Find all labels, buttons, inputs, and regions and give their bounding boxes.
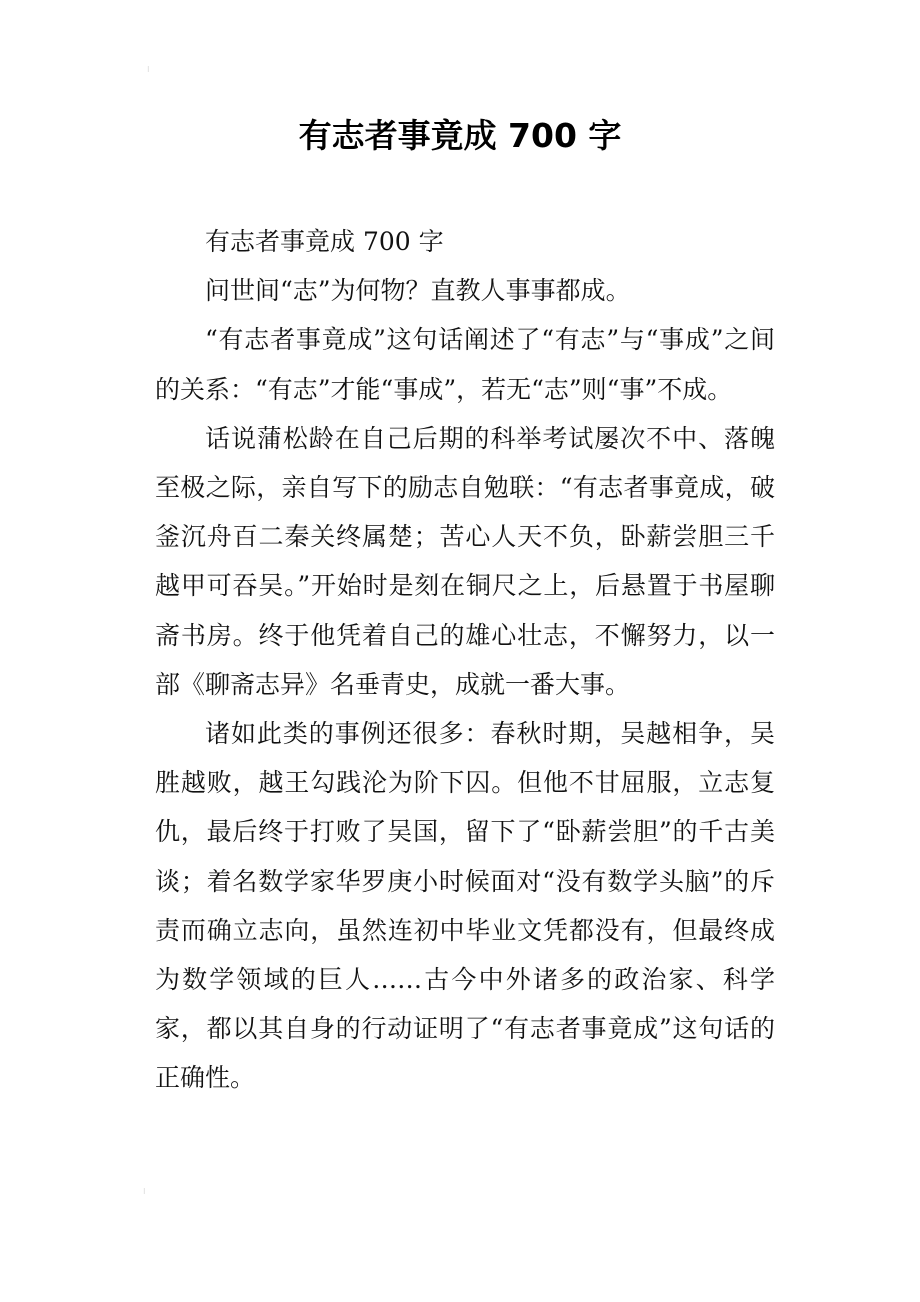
paragraph-subtitle: 有志者事竟成 700 字: [205, 227, 444, 256]
document-title: 有志者事竟成 700 字: [298, 116, 622, 155]
paragraph-3: 话说蒲松龄在自己后期的科举考试屡次不中、落魄至极之际，亲自写下的励志自勉联：“有志者事竟成，破釜沉舟百二秦关终属楚；苦心人天不负，卧薪尝胆三千越甲可吞吴。”开始时是刻在铜尺之上，后悬置于书屋聊斋书房。终于他凭着自己的雄心壮志，不懈努力，以一部《聊斋志异》名垂青史，成就一番大事。: [155, 423, 775, 699]
page-corner-mark-top: ⁝: [147, 65, 150, 74]
document-body: [155, 217, 775, 1103]
paragraph-4: 诸如此类的事例还很多：春秋时期，吴越相争，吴胜越败，越王勾践沦为阶下囚。但他不甘屈服，立志复仇，最后终于打败了吴国，留下了“卧薪尝胆”的千古美谈；着名数学家华罗庚小时候面对“没有数学头脑”的斥责而确立志向，虽然连初中毕业文凭都没有，但最终成为数学领域的巨人……古今中外诸多的政治家、科学家，都以其自身的行动证明了“有志者事竟成”这句话的正确性。: [155, 719, 775, 1093]
page-corner-mark-bottom: ⁝: [143, 1187, 146, 1196]
paragraph-2: “有志者事竟成”这句话阐述了“有志”与“事成”之间的关系：“有志”才能“事成”，若无“志”则“事”不成。: [155, 325, 775, 404]
paragraph-1: 问世间“志”为何物？直教人事事都成。: [205, 276, 631, 306]
